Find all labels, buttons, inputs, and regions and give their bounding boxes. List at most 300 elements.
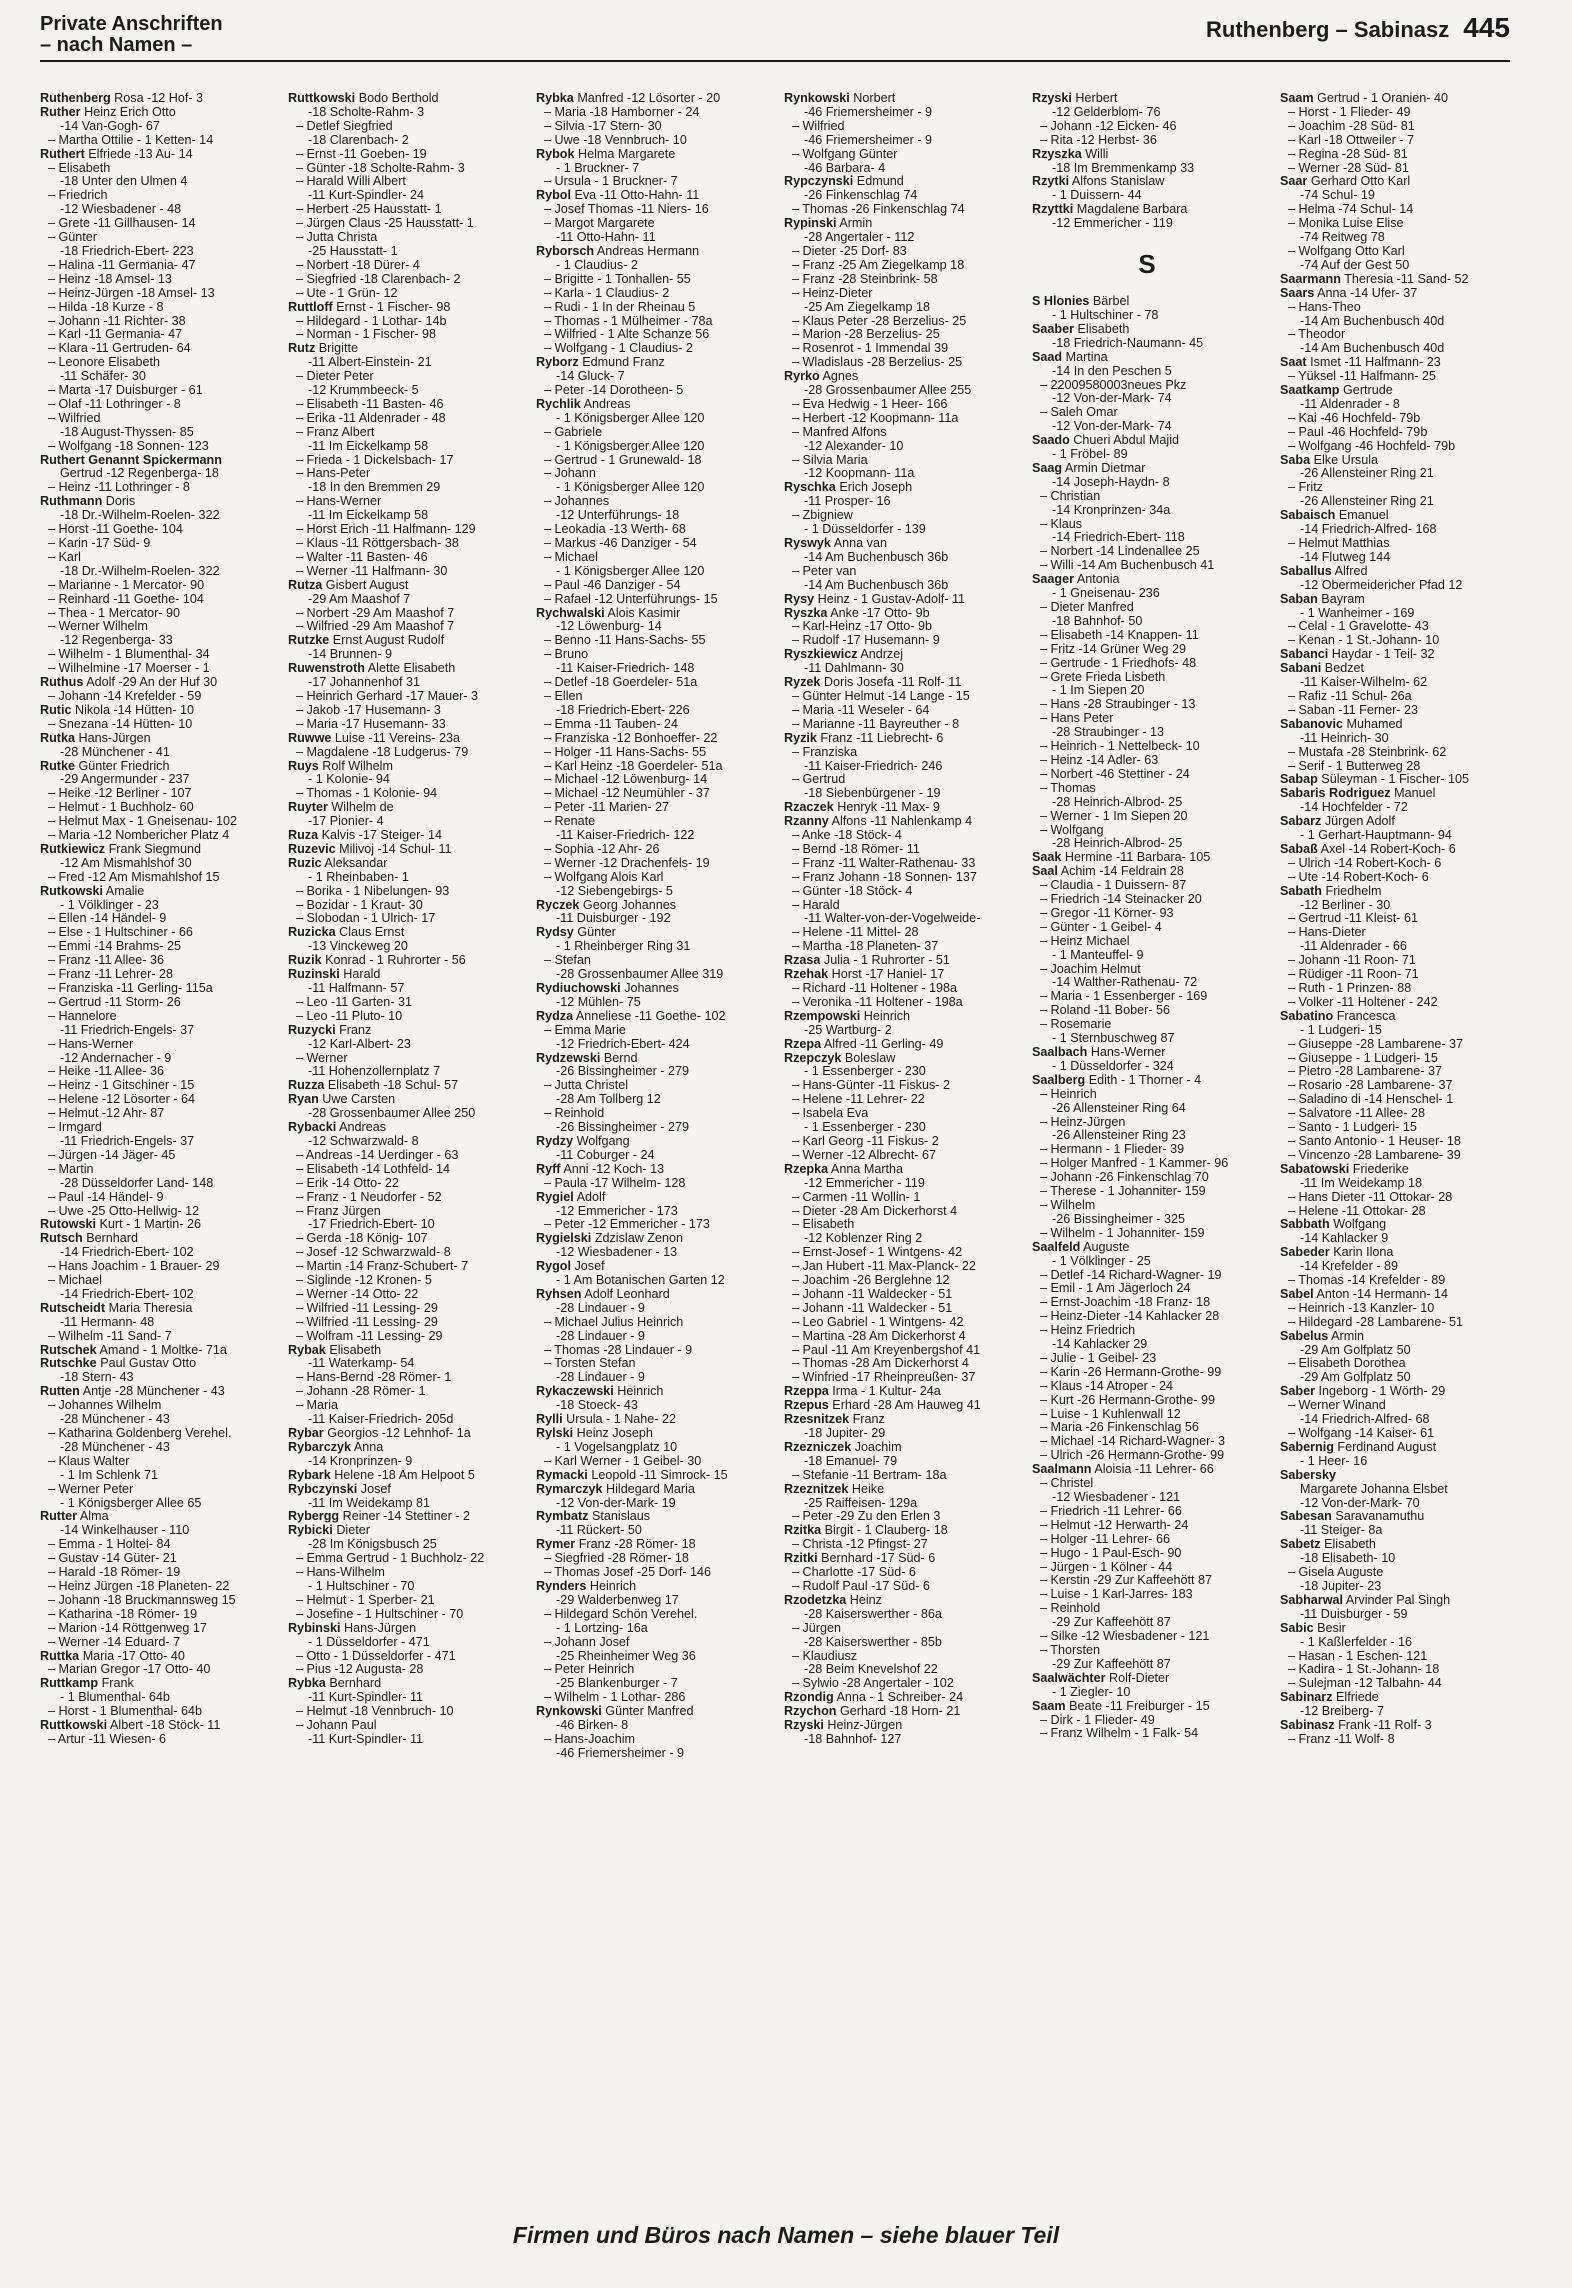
sub-entry: – Klaus Walter (48, 1453, 130, 1468)
surname: Rzitka (784, 1523, 822, 1538)
entry-details: Antje -28 Münchener - 43 (82, 1384, 225, 1399)
entry-details: Nikola -14 Hütten- 10 (74, 702, 194, 717)
entry-details: Süleyman - 1 Fischer- 105 (1321, 772, 1469, 787)
surname-entry (1032, 462, 1262, 476)
surname-entry (288, 954, 518, 968)
sub-entry: – Johann -28 Römer- 1 (296, 1384, 426, 1399)
sub-entry: – Else - 1 Hultschiner - 66 (48, 925, 193, 940)
entry-continuation: -18 Stoeck- 43 (556, 1398, 638, 1413)
surname: Saam (1032, 1698, 1066, 1713)
surname: Rzasa (784, 953, 821, 968)
entry-continuation: -11 Steiger- 8a (1300, 1523, 1383, 1538)
surname: Sabbath (1280, 1217, 1330, 1232)
sub-entry: – Hasan - 1 Eschen- 121 (1288, 1648, 1428, 1663)
surname: Ryan (288, 1092, 319, 1107)
entry-details: Birgit - 1 Clauberg- 18 (824, 1523, 948, 1538)
sub-entry: – Luise - 1 Kuhlenwall 12 (1040, 1406, 1181, 1421)
page-header (40, 14, 1510, 62)
entry-details: Heinz - 1 Gustav-Adolf- 11 (817, 591, 966, 606)
sub-entry: – Michael -14 Richard-Wagner- 3 (1040, 1434, 1226, 1449)
surname-entry (1280, 1010, 1510, 1024)
sub-entry: – Hans-Theo (1288, 299, 1361, 314)
footer-note: Firmen und Büros nach Namen – siehe blauer Teil (512, 2222, 1060, 2248)
sub-entry: – Slobodan - 1 Ulrich- 17 (296, 911, 436, 926)
entry-details: Kalvis -17 Steiger- 14 (321, 828, 442, 843)
sub-entry: – Johann -11 Richter- 38 (48, 313, 186, 328)
entry-continuation: -13 Vinckeweg 20 (308, 939, 408, 954)
entry-details: Josef (360, 1481, 391, 1496)
entry-details: Alette Elisabeth (367, 661, 456, 676)
sub-entry: – Johann -11 Waldecker - 51 (792, 1286, 953, 1301)
entry-details: Francesca (1336, 1008, 1396, 1023)
surname-entry (1280, 1288, 1510, 1302)
entry-continuation: - 1 Düsseldorfer - 324 (1052, 1058, 1174, 1073)
sub-entry: – Emil - 1 Am Jägerloch 24 (1040, 1281, 1191, 1296)
entry-details: Gertrud - 1 Oranien- 40 (1317, 92, 1449, 105)
surname: Saar (1280, 174, 1308, 189)
entry-continuation: -28 Beim Knevelshof 22 (804, 1662, 938, 1677)
entry-continuation: -46 Barbara- 4 (804, 160, 886, 175)
sub-entry: – Maria -18 Hamborner - 24 (544, 104, 700, 119)
surname: Rzyttki (1032, 202, 1074, 217)
surname-entry (288, 1510, 518, 1524)
surname: Rybark (288, 1467, 331, 1482)
surname-entry (784, 607, 1014, 621)
surname: Saag (1032, 460, 1063, 475)
surname-entry (1280, 1719, 1510, 1733)
entry-continuation: - 1 Düsseldorfer - 139 (804, 522, 926, 537)
sub-entry: – Silke -12 Wiesbadener - 121 (1040, 1629, 1210, 1644)
sub-entry: – Manfred Alfons (792, 424, 887, 439)
surname-entry (40, 106, 270, 120)
surname-entry (1032, 573, 1262, 587)
surname: Saba (1280, 452, 1311, 467)
surname: Rzaczek (784, 800, 834, 815)
entry-details: Johannes (624, 981, 679, 995)
surname-entry (1032, 851, 1262, 865)
surname-entry (784, 732, 1014, 746)
surname-entry (40, 1385, 270, 1399)
sub-entry: – Werner -28 Süd- 81 (1288, 160, 1409, 175)
sub-entry: – Herbert -25 Hausstatt- 1 (296, 202, 442, 217)
entry-continuation: -28 Lindauer - 9 (556, 1328, 645, 1343)
sub-entry: – Thorsten (1040, 1642, 1100, 1657)
surname-entry (784, 1441, 1014, 1455)
sub-entry: – Karla - 1 Claudius- 2 (544, 285, 670, 300)
entry-continuation: - 1 Ludgeri- 15 (1300, 1022, 1382, 1037)
sub-entry: – Winfried -17 Rheinpreußen- 37 (792, 1370, 976, 1385)
entry-continuation: -12 Krummbeeck- 5 (308, 383, 419, 398)
entry-continuation: -28 Kaiserswerther - 85b (804, 1634, 942, 1649)
sub-entry: – Joachim -26 Berglehne 12 (792, 1273, 950, 1288)
entry-continuation: -11 Kaiser-Friedrich- 122 (556, 828, 695, 843)
entry-details: Franz (339, 1022, 372, 1037)
surname: Saam (1280, 92, 1314, 105)
entry-details: Armin Dietmar (1064, 460, 1146, 475)
surname: Sabanovic (1280, 716, 1343, 731)
entry-continuation: -12 Emmericher - 173 (556, 1203, 678, 1218)
entry-continuation: -26 Allensteiner Ring 23 (1052, 1128, 1186, 1143)
sub-entry: – Josef Thomas -11 Niers- 16 (544, 202, 709, 217)
entry-continuation: - 1 Hultschiner - 70 (308, 1578, 415, 1593)
sub-entry: – Marian Gregor -17 Otto- 40 (48, 1662, 211, 1677)
sub-entry: – Torsten Stefan (544, 1356, 636, 1371)
entry-details: Herbert (1075, 92, 1118, 105)
entry-continuation: - 1 Kaßlerfelder - 16 (1300, 1634, 1412, 1649)
surname: Rynkowski (536, 1704, 602, 1719)
surname: Ruzycki (288, 1022, 336, 1037)
entry-continuation: - 1 Im Siepen 20 (1052, 683, 1145, 698)
entry-details: Chueri Abdul Majid (1073, 433, 1180, 448)
surname-entry (1032, 92, 1262, 106)
sub-entry: – Dieter -25 Dorf- 83 (792, 243, 907, 258)
surname: Rutzke (288, 633, 330, 648)
surname-entry (1280, 1622, 1510, 1636)
sub-entry: – Veronika -11 Holtener - 198a (792, 994, 963, 1009)
surname: Rybczynski (288, 1481, 358, 1496)
surname-entry (1280, 1163, 1510, 1177)
sub-entry: – Johann -12 Eicken- 46 (1040, 118, 1177, 133)
sub-entry: – Gertrude - 1 Friedhofs- 48 (1040, 655, 1197, 670)
entry-continuation: -29 Walderbenweg 17 (556, 1592, 679, 1607)
entry-details: Heike (851, 1481, 885, 1496)
entry-continuation: -14 Friedrich-Alfred- 168 (1300, 522, 1437, 537)
surname: Sabanci (1280, 647, 1329, 662)
surname: Ryff (536, 1161, 561, 1176)
column-5 (1032, 92, 1262, 2187)
surname: Ruther (40, 104, 81, 119)
sub-entry: – Bruno (544, 647, 589, 662)
entry-continuation: -18 Jupiter- 29 (804, 1426, 886, 1440)
sub-entry: – Werner Winand (1288, 1398, 1386, 1413)
entry-continuation: -11 Aldenrader - 8 (1300, 396, 1400, 411)
entry-details: Martina (1065, 349, 1108, 364)
surname: Rymer (536, 1537, 576, 1552)
sub-entry: – Peter -12 Emmericher - 173 (544, 1217, 710, 1232)
entry-continuation: -46 Birken- 8 (556, 1718, 629, 1733)
entry-continuation: -28 Grossenbaumer Allee 319 (556, 967, 724, 982)
entry-details: Andreas Hermann (596, 243, 700, 258)
entry-details: Norbert (853, 92, 896, 105)
sub-entry: – Karl -18 Ottweiler - 7 (1288, 132, 1414, 147)
surname: Sabani (1280, 661, 1322, 676)
entry-details: Gertrude (1343, 383, 1393, 398)
sub-entry: – Helene -11 Ottokar- 28 (1288, 1203, 1426, 1218)
sub-entry: – Elisabeth -11 Basten- 46 (296, 396, 444, 411)
surname-entry (1280, 92, 1510, 106)
entry-details: Gisbert August (325, 577, 409, 592)
entry-continuation: -26 Finkenschlag 74 (804, 188, 918, 203)
sub-entry: – Helmut -12 Herwarth- 24 (1040, 1517, 1189, 1532)
entry-details: Heinrich (863, 1008, 910, 1023)
surname: Rzitki (784, 1551, 818, 1566)
entry-continuation: -14 Joseph-Haydn- 8 (1052, 474, 1170, 489)
surname: Rygol (536, 1259, 571, 1274)
surname-entry (40, 1650, 270, 1664)
entry-continuation: -28 Lindauer - 9 (556, 1370, 645, 1385)
entry-details: Georgios -12 Lehnhof- 1a (327, 1426, 471, 1440)
sub-entry: – Heinz -14 Adler- 63 (1040, 752, 1159, 767)
entry-continuation: -12 Emmericher - 119 (1052, 216, 1173, 231)
entry-details: Edmund Franz (582, 355, 665, 370)
surname-entry (784, 968, 1014, 982)
entry-continuation: -11 Friedrich-Engels- 37 (60, 1022, 195, 1037)
sub-entry: – Volker -11 Holtener - 242 (1288, 994, 1438, 1009)
surname: Ruthus (40, 675, 84, 690)
surname: Rymarczyk (536, 1481, 603, 1496)
sub-entry: – Charlotte -17 Süd- 6 (792, 1565, 916, 1580)
sub-entry: – Olaf -11 Lothringer - 8 (48, 396, 181, 411)
entry-continuation: -12 Am Mismahlshof 30 (60, 855, 192, 870)
entry-details: Achim -14 Feldrain 28 (1060, 864, 1184, 879)
sub-entry: – Holger -11 Hans-Sachs- 55 (544, 744, 707, 759)
surname: Sabaisch (1280, 508, 1336, 523)
sub-entry: – Jürgen (792, 1620, 842, 1635)
surname-entry (1280, 384, 1510, 398)
entry-details: Heinz Joseph (576, 1426, 653, 1440)
entry-continuation: - 1 Königsberger Allee 120 (556, 563, 705, 578)
entry-continuation: - 1 Manteuffel- 9 (1052, 947, 1144, 962)
entry-details: Wilhelm de (331, 800, 394, 815)
surname-entry (1280, 593, 1510, 607)
surname: Rzepus (784, 1398, 829, 1413)
sub-entry: – Harald -18 Römer- 19 (48, 1565, 181, 1580)
surname-entry (288, 857, 518, 871)
sub-entry: – Therese - 1 Johanniter- 159 (1040, 1184, 1206, 1199)
entry-details: Rolf Wilhelm (322, 758, 393, 773)
surname: Ryzik (784, 730, 817, 745)
sub-entry: – Christa -12 Pfingst- 27 (792, 1537, 928, 1552)
surname: Rutkowski (40, 883, 103, 898)
entry-continuation: -14 Flutweg 144 (1300, 549, 1391, 564)
entry-continuation: -11 Kaiser-Friedrich- 205d (308, 1412, 454, 1427)
sub-entry: – Leonore Elisabeth (48, 355, 161, 370)
entry-details: Bernhard (86, 1231, 138, 1246)
entry-continuation: -12 Emmericher - 119 (804, 1175, 925, 1190)
sub-entry: – Günter -18 Stöck- 4 (792, 883, 913, 898)
entry-continuation: -14 Gluck- 7 (556, 369, 625, 384)
entry-continuation: -26 Allensteiner Ring 21 (1300, 466, 1434, 481)
sub-entry: – Klaus (1040, 516, 1083, 531)
surname-entry (784, 1385, 1014, 1399)
surname: Ruthert Genannt Spickermann (40, 452, 222, 467)
sub-entry: – Grete -11 Gillhausen- 14 (48, 216, 196, 231)
sub-entry: – Jürgen -14 Jäger- 45 (48, 1147, 176, 1162)
surname: Rybacki (288, 1120, 337, 1135)
sub-entry: – Horst -11 Goethe- 104 (48, 522, 183, 537)
sub-entry: – Franz -11 Allee- 36 (48, 953, 164, 968)
entry-continuation: -11 Im Weidekamp 18 (1300, 1175, 1423, 1190)
surname: Ryczek (536, 897, 580, 912)
sub-entry: – Jürgen Claus -25 Hausstatt- 1 (296, 216, 474, 231)
entry-continuation: -11 Kaiser-Friedrich- 148 (556, 661, 695, 676)
surname: Ruzik (288, 953, 322, 968)
sub-entry: – Elisabeth (792, 1217, 855, 1232)
entry-continuation: -26 Bissingheimer - 279 (556, 1120, 689, 1135)
sub-entry: – Heinrich -13 Kanzler- 10 (1288, 1300, 1435, 1315)
sub-entry: – Helmut -12 Ahr- 87 (48, 1106, 165, 1121)
sub-entry: – Martin (48, 1161, 94, 1176)
sub-entry: – Rosario -28 Lambarene- 37 (1288, 1078, 1453, 1093)
surname-entry (536, 899, 766, 913)
sub-entry: – Emma -11 Tauben- 24 (544, 716, 678, 731)
surname-entry (1280, 1385, 1510, 1399)
entry-continuation: -14 Kahlacker 9 (1300, 1231, 1389, 1246)
entry-continuation: - 1 Königsberger Allee 120 (556, 480, 705, 495)
surname: Sabesan (1280, 1509, 1332, 1524)
sub-entry: – Siegfried -28 Römer- 18 (544, 1551, 689, 1566)
entry-continuation: - 1 Claudius- 2 (556, 257, 638, 272)
entry-details: Willi (1085, 146, 1109, 161)
entry-details: Luise -11 Vereins- 23a (334, 730, 460, 745)
sub-entry: – Elisabeth -14 Knappen- 11 (1040, 627, 1199, 642)
sub-entry: – Wilhelm - 1 Lothar- 286 (544, 1690, 686, 1705)
sub-entry: – Helmut - 1 Sperber- 21 (296, 1592, 435, 1607)
entry-continuation: -11 Coburger - 24 (556, 1147, 655, 1162)
sub-entry: – Heinz-Jürgen -18 Amsel- 13 (48, 285, 215, 300)
entry-details: Julia - 1 Ruhrorter - 51 (823, 953, 950, 968)
surname: Ruzic (288, 855, 322, 870)
entry-continuation: -28 Münchener - 43 (60, 1412, 170, 1427)
surname-entry (40, 885, 270, 899)
column-3 (536, 92, 766, 2187)
entry-details: Andrzej (860, 647, 904, 662)
surname-entry (40, 1218, 270, 1232)
entry-continuation: -11 Waterkamp- 54 (308, 1356, 415, 1371)
entry-continuation: - 1 Rheinberger Ring 31 (556, 939, 691, 954)
surname-entry (288, 342, 518, 356)
sub-entry: – Wladislaus -28 Berzelius- 25 (792, 355, 963, 370)
entry-continuation: -17 Pionier- 4 (308, 814, 384, 829)
sub-entry: – Franziska -12 Bonhoeffer- 22 (544, 730, 718, 745)
surname: Ruthert (40, 146, 85, 161)
sub-entry: – Helene -11 Mittel- 28 (792, 925, 919, 940)
surname: Rynders (536, 1578, 587, 1593)
surname-entry (288, 829, 518, 843)
entry-continuation: - 1 Blumenthal- 64b (60, 1690, 170, 1705)
sub-entry: – Theodor (1288, 327, 1346, 342)
entry-details: Anke -17 Otto- 9b (830, 605, 930, 620)
surname: Ryborz (536, 355, 579, 370)
sub-entry: – Hans Joachim - 1 Brauer- 29 (48, 1259, 220, 1274)
sub-entry: – Johannes (544, 494, 610, 509)
surname-entry (288, 1441, 518, 1455)
entry-continuation: -18 Stern- 43 (60, 1370, 134, 1385)
entry-continuation: -14 Walther-Rathenau- 72 (1052, 975, 1198, 990)
surname-entry (1280, 718, 1510, 732)
surname-entry (288, 1622, 518, 1636)
surname-entry (288, 1677, 518, 1691)
sub-entry: – Santo - 1 Ludgeri- 15 (1288, 1120, 1417, 1135)
surname-entry (40, 1510, 270, 1524)
sub-entry: – Wolfram -11 Lessing- 29 (296, 1328, 443, 1343)
sub-entry: – Franz -11 Wolf- 8 (1288, 1731, 1395, 1746)
surname-entry (536, 1427, 766, 1441)
surname: Rypinski (784, 216, 837, 231)
listing-columns (40, 92, 1510, 2187)
surname-entry (288, 732, 518, 746)
sub-entry: – Kurt -26 Hermann-Grothe- 99 (1040, 1392, 1215, 1407)
sub-entry: – Gertrud -11 Storm- 26 (48, 994, 181, 1009)
sub-entry: – Celal - 1 Gravelotte- 43 (1288, 619, 1429, 634)
sub-entry: – Otto - 1 Düsseldorfer - 471 (296, 1648, 456, 1663)
surname-entry (40, 732, 270, 746)
surname: Rutschek (40, 1342, 97, 1357)
sub-entry: – Roland -11 Bober- 56 (1040, 1003, 1170, 1018)
sub-entry: – Wilfried -11 Lessing- 29 (296, 1300, 438, 1315)
sub-entry: – Wilhelm (1040, 1197, 1096, 1212)
sub-entry: – Ulrich -14 Robert-Koch- 6 (1288, 855, 1442, 870)
sub-entry: – Irmgard (48, 1120, 102, 1135)
entry-continuation: -12 Breiberg- 7 (1300, 1704, 1384, 1719)
entry-continuation: - 1 Fröbel- 89 (1052, 447, 1128, 462)
entry-details: Günter Friedrich (78, 758, 170, 773)
surname-entry (1032, 323, 1262, 337)
sub-entry: – Helmut Matthias (1288, 536, 1390, 550)
surname: Sabelus (1280, 1328, 1329, 1343)
entry-details: Uwe Carsten (322, 1092, 396, 1107)
entry-details: Edith - 1 Thorner - 4 (1088, 1072, 1202, 1087)
surname: Rutz (288, 341, 316, 356)
sub-entry: – Heike -11 Allee- 36 (48, 1064, 164, 1079)
entry-continuation: -26 Bissingheimer - 279 (556, 1064, 689, 1079)
sub-entry: – Silvia -17 Stern- 30 (544, 118, 662, 133)
surname: Saalbach (1032, 1045, 1088, 1059)
sub-entry: – Wilfried (48, 410, 101, 425)
surname-entry (536, 1191, 766, 1205)
surname-entry (1280, 1538, 1510, 1552)
surname-entry (1280, 1594, 1510, 1608)
surname-entry (784, 1052, 1014, 1066)
entry-details: Erhard -28 Am Hauweg 41 (832, 1398, 981, 1413)
sub-entry: – Thomas -14 Krefelder - 89 (1288, 1273, 1446, 1288)
entry-details: Wolfgang (576, 1133, 630, 1148)
sub-entry: – Michael -12 Löwenburg- 14 (544, 772, 708, 787)
entry-continuation: -18 Bahnhof- 127 (804, 1731, 902, 1746)
surname: Rygielski (536, 1231, 592, 1246)
surname: Rzepczyk (784, 1050, 842, 1065)
surname-entry (1280, 1469, 1510, 1483)
surname-entry (1280, 1691, 1510, 1705)
surname: Sabernig (1280, 1439, 1334, 1454)
entry-details: Helene -18 Am Helpoot 5 (334, 1467, 475, 1482)
sub-entry: – Gerda -18 König- 107 (296, 1231, 428, 1246)
entry-continuation: -18 Clarenbach- 2 (308, 132, 409, 147)
sub-entry: – Hannelore (48, 1008, 117, 1023)
entry-details: Horst -17 Haniel- 17 (831, 967, 945, 982)
entry-details: Milivoj -14 Schul- 11 (339, 841, 452, 856)
entry-continuation: -46 Friemersheimer - 9 (556, 1745, 685, 1760)
sub-entry: – Helene -12 Lösorter - 64 (48, 1092, 196, 1107)
surname-entry (784, 648, 1014, 662)
surname: Rutten (40, 1384, 80, 1399)
surname: Sabap (1280, 772, 1318, 787)
surname: Rzempowski (784, 1008, 861, 1023)
surname: Sabarz (1280, 814, 1322, 829)
sub-entry: – Heinz -18 Amsel- 13 (48, 271, 172, 286)
entry-continuation: -11 Heinrich- 30 (1300, 730, 1389, 745)
entry-continuation: -46 Friemersheimer - 9 (804, 132, 933, 147)
entry-continuation: -12 Berliner - 30 (1300, 897, 1391, 912)
entry-details: Elisabeth -18 Schul- 57 (327, 1078, 459, 1093)
entry-details: Heinrich (617, 1384, 664, 1399)
sub-entry: – Elisabeth -14 Lothfeld- 14 (296, 1161, 451, 1176)
entry-details: Armin (1331, 1328, 1364, 1343)
entry-details: Alfons Stanislaw (1071, 174, 1165, 189)
surname: Sabic (1280, 1620, 1314, 1635)
surname: Sabaris Rodriguez (1280, 786, 1391, 801)
entry-continuation: -18 Scholte-Rahm- 3 (308, 104, 425, 119)
